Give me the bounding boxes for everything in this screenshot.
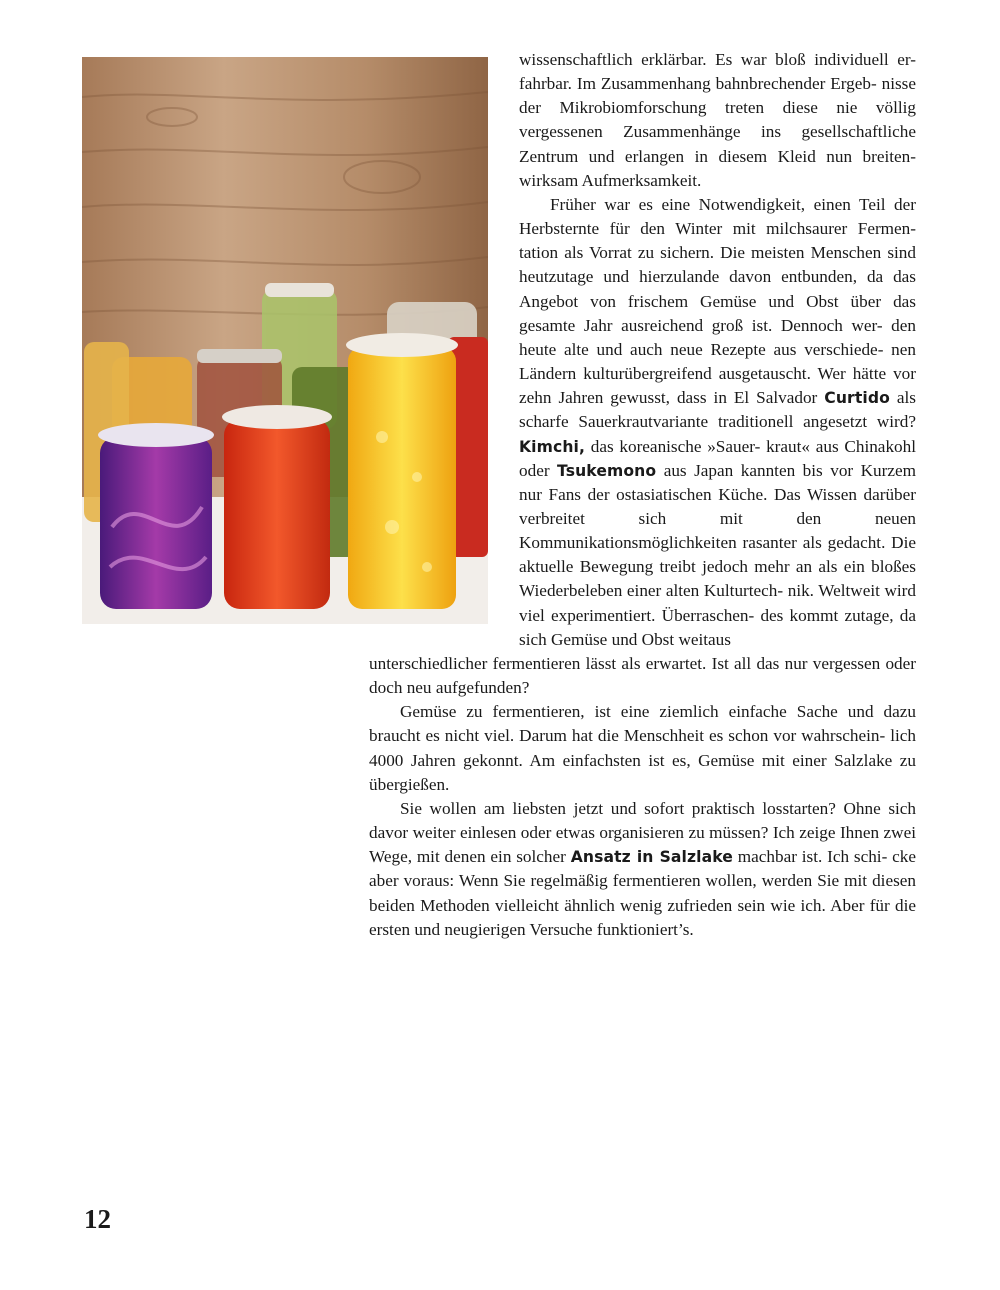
text-line: Sie wollen am liebsten jetzt und sofort praktisch losstarten? Ohne sich <box>400 798 916 818</box>
text-line: wissenschaftlich erklärbar. Es war bloß individuell er- <box>519 50 916 69</box>
text-line: hätte vor zehn Jahren gewusst, dass in El Salvador <box>519 364 916 408</box>
text-line: nik. Weltweit wird viel experimentiert. Überraschen- <box>519 581 916 625</box>
text-line: davor weiter einlesen oder etwas organisieren zu müssen? Ich zeige Ihnen <box>369 823 884 843</box>
paragraph-3 <box>369 700 916 797</box>
term-curtido: Curtido <box>824 389 890 408</box>
text-line: Gemüse zu fermentieren, ist eine ziemlich einfache Sache und dazu <box>400 702 916 722</box>
text-line: zu übergießen. <box>369 750 916 794</box>
text-line: Küche. Das Wissen darüber verbreitet sich mit den <box>519 484 917 528</box>
text-line: cke aber voraus: Wenn Sie regelmäßig fermentieren wollen, werden Sie mit <box>369 847 916 891</box>
text-line: kannten bis vor Kurzem nur Fans der ostasiatischen <box>519 460 917 504</box>
text-line: Zentrum und erlangen in diesem Kleid nun breiten- <box>519 146 916 166</box>
text-line: das koreanische »Sauer- <box>585 436 761 456</box>
paragraph-4 <box>369 797 916 942</box>
text-line: gedacht. Die aktuelle Bewegung treibt jedoch mehr an <box>519 533 916 577</box>
term-tsukemono: Tsukemono <box>557 461 657 480</box>
text-line: als ein bloßes Wiederbeleben einer alten Kulturtech- <box>519 557 916 601</box>
text-line: braucht es nicht viel. Darum hat die Menschheit es schon vor wahrschein- <box>369 726 886 746</box>
text-line: neuen Kommunikationsmöglichkeiten rasanter als <box>519 508 916 553</box>
term-kimchi: Kimchi, <box>519 437 585 456</box>
text-line: angesetzt wird? <box>803 412 917 432</box>
text-column-narrow <box>519 48 916 652</box>
text-line: unterschiedlicher fermentieren lässt als erwartet. Ist all das nur vergessen <box>369 654 886 673</box>
text-line: fahrbar. Im Zusammenhang bahnbrechender Ergeb- <box>519 74 877 94</box>
text-line: den heute alte und auch neue Rezepte aus verschiede- <box>519 315 916 359</box>
text-line: machbar ist. Ich schi- <box>732 847 888 867</box>
text-line: wirksam Aufmerksamkeit. <box>519 170 702 190</box>
text-line: Herbsternte für den Winter mit milchsaurer Fermen- <box>519 219 916 239</box>
text-line: oder doch neu aufgefunden? <box>369 654 916 698</box>
paragraph-2 <box>519 193 916 652</box>
text-line: zwei Wege, mit denen ein solcher <box>369 823 916 867</box>
text-line: kraut« aus Chinakohl oder <box>519 436 916 480</box>
page-number: 12 <box>84 1204 111 1234</box>
text-line: das gesamte Jahr ausreichend groß ist. Dennoch wer- <box>519 291 916 335</box>
text-line: als scharfe Sauerkrautvariante traditionell <box>519 388 916 432</box>
text-line: nen Ländern kulturübergreifend ausgetauscht. Wer <box>519 339 916 384</box>
text-line: tation als Vorrat zu sichern. Die meisten Menschen <box>519 243 888 263</box>
term-ansatz-in-salzlake: Ansatz in Salzlake <box>570 848 733 867</box>
text-line: Aber für die ersten und neugierigen Versuche funktioniert’s. <box>369 895 916 939</box>
text-line: des kommt zutage, da sich Gemüse und Obst weitaus <box>519 605 917 649</box>
text-line: nisse der Mikrobiomforschung treten diese nie völlig <box>519 74 916 118</box>
text-column-wide <box>369 652 916 942</box>
text-line: sind heutzutage und hierzulande davon entbunden, <box>519 243 916 287</box>
text-line: Früher war es eine Notwendigkeit, einen Teil der <box>550 194 916 214</box>
jars-illustration <box>82 57 488 624</box>
paragraph-1 <box>519 48 916 193</box>
fermentation-jars-photo <box>82 57 488 624</box>
text-line: aus Japan <box>656 460 741 480</box>
text-line: da das Angebot von frischem Gemüse und Obst über <box>519 267 917 311</box>
paragraph-2-continued <box>369 652 916 700</box>
text-line: lich 4000 Jahren gekonnt. Am einfachsten ist es, Gemüse mit einer Salzlake <box>369 726 916 770</box>
text-line: vergessenen Zusammenhänge ins gesellschaftliche <box>519 122 916 142</box>
text-line: diesen beiden Methoden vielleicht ähnlich wenig zufrieden sein wie ich. <box>369 871 916 915</box>
